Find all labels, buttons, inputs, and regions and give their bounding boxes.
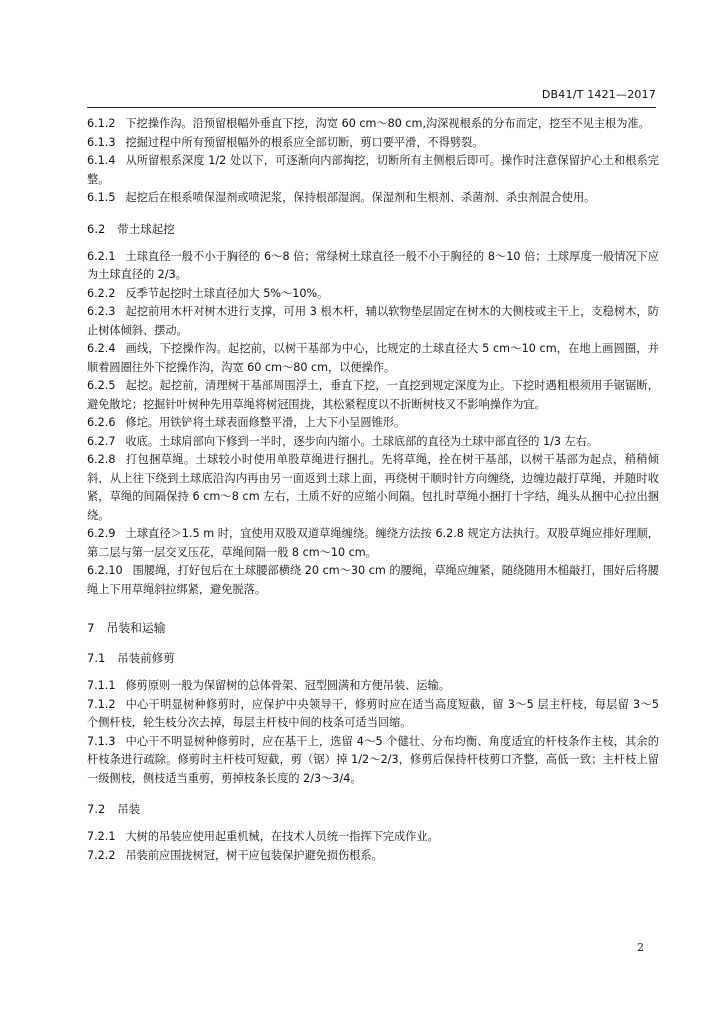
clause-text: 起挖。起挖前，清理树干基部周围浮土，垂直下挖，一直挖到规定深度为止。下挖时遇粗根须用手锯锯断，避免散坨；挖掘针叶树种先用草绳将树冠围拢，其松紧程度以不折断树枝又不影响操作为宜。 <box>87 379 659 411</box>
clause-paragraph <box>87 285 659 304</box>
clause-paragraph <box>87 828 659 847</box>
clause-paragraph <box>87 696 659 733</box>
clause-text: 打包捆草绳。土球较小时使用单股草绳进行捆扎。先将草绳，拴在树干基部，以树干基部为起点，稍稍倾斜，从上往下绕到土球底沿沟内再由另一面返到土球上面，再绕树干顺时针方向缠绕，边缠边敲打草绳，并随时收紧，草绳的间隔保持 6 cm～8 cm 左右，土质不好的应缩小间隔。包扎时草绳小捆打十字结，绳头从捆中心拉出捆绕。 <box>87 453 659 522</box>
section-heading <box>87 619 659 637</box>
clause-number: 6.2.8 <box>87 453 116 466</box>
clause-number: 6.2.5 <box>87 379 116 392</box>
clause-number: 6.2.2 <box>87 286 116 300</box>
clause-text: 起挖前用木杆对树木进行支撑，可用 3 根木杆，辅以软物垫层固定在树木的大侧枝或主干上，支稳树木，防止树体倾斜、摆动。 <box>87 305 659 337</box>
subsection-heading <box>87 220 659 238</box>
clause-number: 6.1.3 <box>87 135 116 149</box>
header-divider <box>87 107 656 108</box>
page-number: 2 <box>637 941 644 954</box>
clause-paragraph <box>87 677 659 696</box>
clause-text: 反季节起挖时土球直径加大 5%～10%。 <box>125 286 329 300</box>
standard-code: DB41/T 1421—2017 <box>541 88 656 101</box>
clause-number: 7.2.1 <box>87 830 116 843</box>
clause-text: 大树的吊装应使用起重机械，在技术人员统一指挥下完成作业。 <box>125 830 439 843</box>
clause-paragraph <box>87 433 659 452</box>
clause-number: 7.1.3 <box>87 734 116 748</box>
clause-text: 修剪原则一般为保留树的总体骨架、冠型圆满和方便吊装、运输。 <box>125 679 450 692</box>
clause-paragraph <box>87 248 659 285</box>
clause-number: 6.1.5 <box>87 191 116 204</box>
clause-text: 吊装前应围拢树冠，树干应包装保护避免损伤根系。 <box>125 848 383 862</box>
clause-number: 7.1.1 <box>87 679 116 692</box>
clause-text: 土球直径＞1.5 m 时，宜使用双股双道草绳缠绕。缠绕方法按 6.2.8 规定方法执行。双股草绳应排好理顺，第二层与第一层交叉压花，草绳间隔一般 8 cm～10 cm。 <box>87 527 659 559</box>
clause-text: 围腰绳，打好包后在土球腰部横绕 20 cm～30 cm 的腰绳，草绳应缠紧，随绕随用木槌敲打，围好后将腰绳上下用草绳斜拉绑紧，避免脱落。 <box>87 564 659 596</box>
clause-number: 6.1.2 <box>87 117 116 130</box>
clause-text: 收底。土球肩部向下修到一半时，逐步向内缩小。土球底部的直径为土球中部直径的 1/3 左右。 <box>125 434 599 448</box>
clause-text: 土球直径一般不小于胸径的 6～8 倍；常绿树土球直径一般不小于胸径的 8～10 倍；土球厚度一般情况下应为土球直径的 2/3。 <box>87 249 659 281</box>
clause-number: 6.2.10 <box>87 564 123 577</box>
clause-paragraph <box>87 847 659 866</box>
clause-number: 6.2.9 <box>87 527 116 540</box>
clause-number: 6.2.7 <box>87 434 116 448</box>
clause-paragraph <box>87 525 659 562</box>
clause-paragraph <box>87 451 659 525</box>
clause-text: 吊装前修剪 <box>117 651 175 665</box>
clause-paragraph <box>87 414 659 433</box>
clause-number: 6.2.6 <box>87 416 116 429</box>
clause-paragraph <box>87 377 659 414</box>
clause-text: 起挖后在根系喷保湿剂或喷泥浆，保持根部湿润。保湿剂和生根剂、杀菌剂、杀虫剂混合使用。 <box>125 191 596 204</box>
clause-paragraph <box>87 115 659 134</box>
clause-text: 挖掘过程中所有预留根幅外的根系应全部切断，剪口要平滑，不得劈裂。 <box>125 135 484 149</box>
clause-number: 7 <box>87 621 95 635</box>
clause-number: 6.2.1 <box>87 249 116 263</box>
clause-number: 7.2.2 <box>87 848 116 862</box>
clause-paragraph <box>87 152 659 189</box>
clause-text: 修坨。用铁铲将土球表面修整平滑，上大下小呈圆锥形。 <box>125 416 406 429</box>
clause-text: 下挖操作沟。沿预留根幅外垂直下挖，沟宽 60 cm～80 cm,沟深视根系的分布而定，挖至不见主根为准。 <box>125 117 650 130</box>
subsection-heading <box>87 800 659 818</box>
clause-text: 吊装 <box>117 802 141 816</box>
clause-paragraph <box>87 303 659 340</box>
clause-text: 画线，下挖操作沟。起挖前，以树干基部为中心，比规定的土球直径大 5 cm～10 cm，在地上画圆圈，并顺着圆圈往外下挖操作沟，沟宽 60 cm～80 cm，以便操作。 <box>87 342 659 374</box>
clause-number: 7.1.2 <box>87 697 116 711</box>
clause-paragraph <box>87 562 659 599</box>
clause-number: 6.2 <box>87 221 106 236</box>
clause-text: 吊装和运输 <box>106 621 166 635</box>
clause-number: 6.2.4 <box>87 342 116 355</box>
clause-number: 6.1.4 <box>87 154 116 167</box>
clause-paragraph <box>87 189 659 208</box>
clause-number: 6.2.3 <box>87 305 116 318</box>
clause-paragraph <box>87 340 659 377</box>
document-body <box>87 115 659 865</box>
clause-text: 中心干不明显树种修剪时，应在基干上，选留 4～5 个健壮、分布均衡、角度适宜的杆枝条作主枝，其余的杆枝条进行疏除。修剪时主杆枝可短截，剪（锯）掉 1/2～2/3，修剪后保持杆枝剪口齐整，高低一致；主杆枝上留一级侧枝，侧枝适当重剪，剪掉枝条长度的 2/3～3/4。 <box>87 734 659 785</box>
clause-text: 带土球起挖 <box>117 221 175 236</box>
clause-text: 中心干明显树种修剪时，应保护中央领导干，修剪时应在适当高度短截，留 3～5 层主杆枝，每层留 3～5 个侧杆枝，轮生枝分次去掉，每层主杆枝中间的枝条可适当回缩。 <box>87 697 659 729</box>
clause-paragraph <box>87 733 659 789</box>
clause-number: 7.1 <box>87 651 106 665</box>
subsection-heading <box>87 649 659 667</box>
clause-text: 从所留根系深度 1/2 处以下，可逐渐向内部掏挖，切断所有主侧根后即可。操作时注意保留护心土和根系完整。 <box>87 154 659 186</box>
clause-number: 7.2 <box>87 802 106 816</box>
clause-paragraph <box>87 134 659 153</box>
